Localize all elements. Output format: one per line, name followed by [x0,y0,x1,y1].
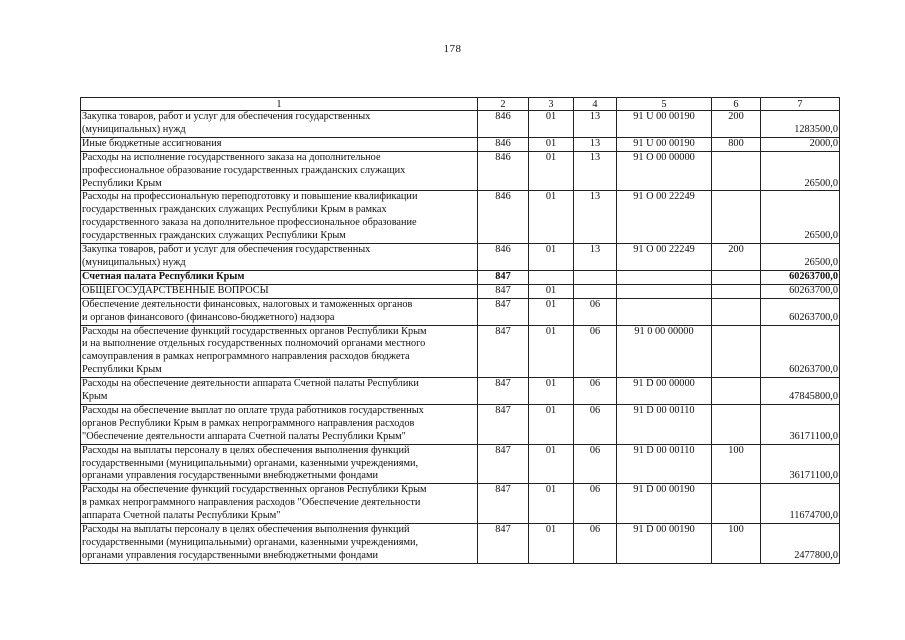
row-target-article-code: 91 O 00 00000 [617,151,712,191]
row-name-cell [81,378,478,405]
row-expense-type-code [712,298,761,325]
row-section-code: 01 [529,404,574,444]
row-amount: 60263700,0 [761,270,840,284]
row-department-code: 847 [478,404,529,444]
header-cell-name: 1 [81,98,478,111]
row-name-line: Расходы на обеспечение деятельности аппарата Счетной палаты Республики [82,378,419,390]
row-expense-type-code [712,378,761,405]
row-name-line: Республики Крым [82,364,162,376]
row-target-article-code: 91 D 00 00110 [617,404,712,444]
table-row [81,191,840,244]
row-department-code: 847 [478,524,529,564]
row-amount: 1283500,0 [761,111,840,138]
row-name-cell [81,191,478,244]
row-name-line: Расходы на исполнение государственного заказа на дополнительное [82,151,381,163]
header-cell-department: 2 [478,98,529,111]
row-section-code: 01 [529,444,574,484]
row-name-line: Расходы на обеспечение выплат по оплате труда работников государственных [82,404,424,416]
row-amount: 60263700,0 [761,298,840,325]
row-amount: 26500,0 [761,151,840,191]
table-row [81,404,840,444]
row-section-code: 01 [529,524,574,564]
row-expense-type-code: 100 [712,444,761,484]
header-cell-expense-type: 6 [712,98,761,111]
row-subsection-code: 06 [574,444,617,484]
row-subsection-code: 06 [574,378,617,405]
row-subsection-code [574,270,617,284]
row-department-code: 847 [478,378,529,405]
row-expense-type-code [712,484,761,524]
table-row [81,284,840,298]
row-section-code: 01 [529,151,574,191]
table-row [81,378,840,405]
table-row [81,484,840,524]
row-department-code: 847 [478,298,529,325]
row-department-code: 847 [478,484,529,524]
row-amount: 2000,0 [761,137,840,151]
row-target-article-code: 91 O 00 22249 [617,191,712,244]
row-expense-type-code [712,325,761,378]
row-expense-type-code [712,404,761,444]
row-expense-type-code [712,270,761,284]
row-name-line: органов Республики Крым в рамках непрограммного направления расходов [82,417,415,429]
row-name-line: ОБЩЕГОСУДАРСТВЕННЫЕ ВОПРОСЫ [82,284,269,296]
row-name-line: Счетная палата Республики Крым [82,270,245,282]
row-section-code: 01 [529,137,574,151]
table-row [81,270,840,284]
row-expense-type-code: 100 [712,524,761,564]
page-number: 178 [443,43,462,55]
row-target-article-code: 91 0 00 00000 [617,325,712,378]
row-section-code [529,270,574,284]
table-row [81,444,840,484]
row-subsection-code: 06 [574,325,617,378]
row-subsection-code [574,284,617,298]
row-name-line: государственных гражданских служащих Республики Крым в рамках [82,204,387,216]
budget-table [80,97,840,564]
row-subsection-code: 13 [574,244,617,271]
row-name-cell [81,325,478,378]
row-name-line: Закупка товаров, работ и услуг для обеспечения государственных [82,111,371,122]
row-expense-type-code [712,151,761,191]
row-target-article-code: 91 D 00 00000 [617,378,712,405]
row-name-cell [81,244,478,271]
row-name-cell [81,111,478,138]
row-target-article-code [617,298,712,325]
table-row [81,524,840,564]
row-name-cell [81,270,478,284]
table-row [81,111,840,138]
row-name-line: и органов финансового (финансово-бюджетного) надзора [82,311,335,323]
row-name-cell [81,284,478,298]
table-row [81,244,840,271]
row-target-article-code: 91 D 00 00190 [617,524,712,564]
row-name-line: (муниципальных) нужд [82,256,186,268]
row-section-code: 01 [529,298,574,325]
table-row [81,137,840,151]
row-target-article-code [617,270,712,284]
row-amount: 26500,0 [761,191,840,244]
row-name-line: (муниципальных) нужд [82,123,186,135]
row-section-code: 01 [529,325,574,378]
row-name-line: Расходы на обеспечение функций государственных органов Республики Крым [82,325,427,337]
row-amount: 36171100,0 [761,444,840,484]
header-cell-section: 3 [529,98,574,111]
header-cell-subsection: 4 [574,98,617,111]
row-target-article-code: 91 D 00 00190 [617,484,712,524]
row-department-code: 846 [478,244,529,271]
table-body [81,98,840,564]
row-name-line: государственными (муниципальными) органами, казенными учреждениями, [82,457,419,469]
row-target-article-code: 91 U 00 00190 [617,111,712,138]
row-department-code: 846 [478,111,529,138]
row-department-code: 846 [478,137,529,151]
header-cell-amount: 7 [761,98,840,111]
row-name-line: и на выполнение отдельных государственных полномочий органами местного [82,338,426,350]
row-name-line: Закупка товаров, работ и услуг для обеспечения государственных [82,244,371,256]
table-header-row [81,98,840,111]
row-department-code: 846 [478,191,529,244]
row-name-line: Расходы на выплаты персоналу в целях обеспечения выполнения функций [82,524,410,536]
row-section-code: 01 [529,244,574,271]
row-section-code: 01 [529,191,574,244]
row-subsection-code: 13 [574,151,617,191]
row-name-cell [81,444,478,484]
row-name-cell [81,484,478,524]
table-row [81,298,840,325]
row-department-code: 846 [478,151,529,191]
row-name-line: органами управления государственными внебюджетными фондами [82,549,378,561]
row-name-line: Расходы на профессиональную переподготовку и повышение квалификации [82,191,418,203]
row-name-line: "Обеспечение деятельности аппарата Счетной палаты Республики Крым" [82,430,406,442]
row-name-line: государственных гражданских служащих Республики Крым [82,230,346,242]
row-name-line: государственного заказа на дополнительное профессиональное образование [82,217,417,229]
row-subsection-code: 06 [574,484,617,524]
row-department-code: 847 [478,325,529,378]
row-name-line: в рамках непрограммного направления расходов "Обеспечение деятельности [82,497,421,509]
row-expense-type-code: 200 [712,244,761,271]
row-section-code: 01 [529,484,574,524]
row-subsection-code: 13 [574,191,617,244]
row-section-code: 01 [529,378,574,405]
row-amount: 60263700,0 [761,284,840,298]
row-subsection-code: 13 [574,111,617,138]
row-amount: 11674700,0 [761,484,840,524]
row-subsection-code: 06 [574,404,617,444]
row-name-cell [81,404,478,444]
row-section-code: 01 [529,111,574,138]
row-name-cell [81,151,478,191]
row-target-article-code: 91 D 00 00110 [617,444,712,484]
row-name-cell [81,524,478,564]
row-name-line: Расходы на обеспечение функций государственных органов Республики Крым [82,484,427,496]
row-name-line: государственными (муниципальными) органами, казенными учреждениями, [82,537,419,548]
row-name-line: Расходы на выплаты персоналу в целях обеспечения выполнения функций [82,444,410,456]
row-section-code: 01 [529,284,574,298]
row-expense-type-code [712,191,761,244]
row-name-line: Иные бюджетные ассигнования [82,137,222,149]
row-name-cell [81,137,478,151]
row-amount: 47845800,0 [761,378,840,405]
row-target-article-code: 91 U 00 00190 [617,137,712,151]
row-amount: 60263700,0 [761,325,840,378]
row-department-code: 847 [478,284,529,298]
row-name-cell [81,298,478,325]
row-expense-type-code: 800 [712,137,761,151]
header-cell-target-article: 5 [617,98,712,111]
row-name-line: Обеспечение деятельности финансовых, налоговых и таможенных органов [82,298,413,310]
row-subsection-code: 06 [574,524,617,564]
row-name-line: Республики Крым [82,177,162,189]
row-name-line: самоуправления в рамках непрограммного направления расходов бюджета [82,351,410,363]
table-row [81,151,840,191]
row-department-code: 847 [478,270,529,284]
row-name-line: Крым [82,391,108,403]
row-amount: 2477800,0 [761,524,840,564]
row-name-line: аппарата Счетной палаты Республики Крым" [82,510,281,522]
row-name-line: органами управления государственными внебюджетными фондами [82,470,378,482]
row-subsection-code: 06 [574,298,617,325]
row-subsection-code: 13 [574,137,617,151]
row-department-code: 847 [478,444,529,484]
row-target-article-code: 91 O 00 22249 [617,244,712,271]
row-name-line: профессиональное образование государственных гражданских служащих [82,164,406,176]
row-amount: 36171100,0 [761,404,840,444]
row-target-article-code [617,284,712,298]
row-expense-type-code [712,284,761,298]
table-row [81,325,840,378]
row-expense-type-code: 200 [712,111,761,138]
row-amount: 26500,0 [761,244,840,271]
